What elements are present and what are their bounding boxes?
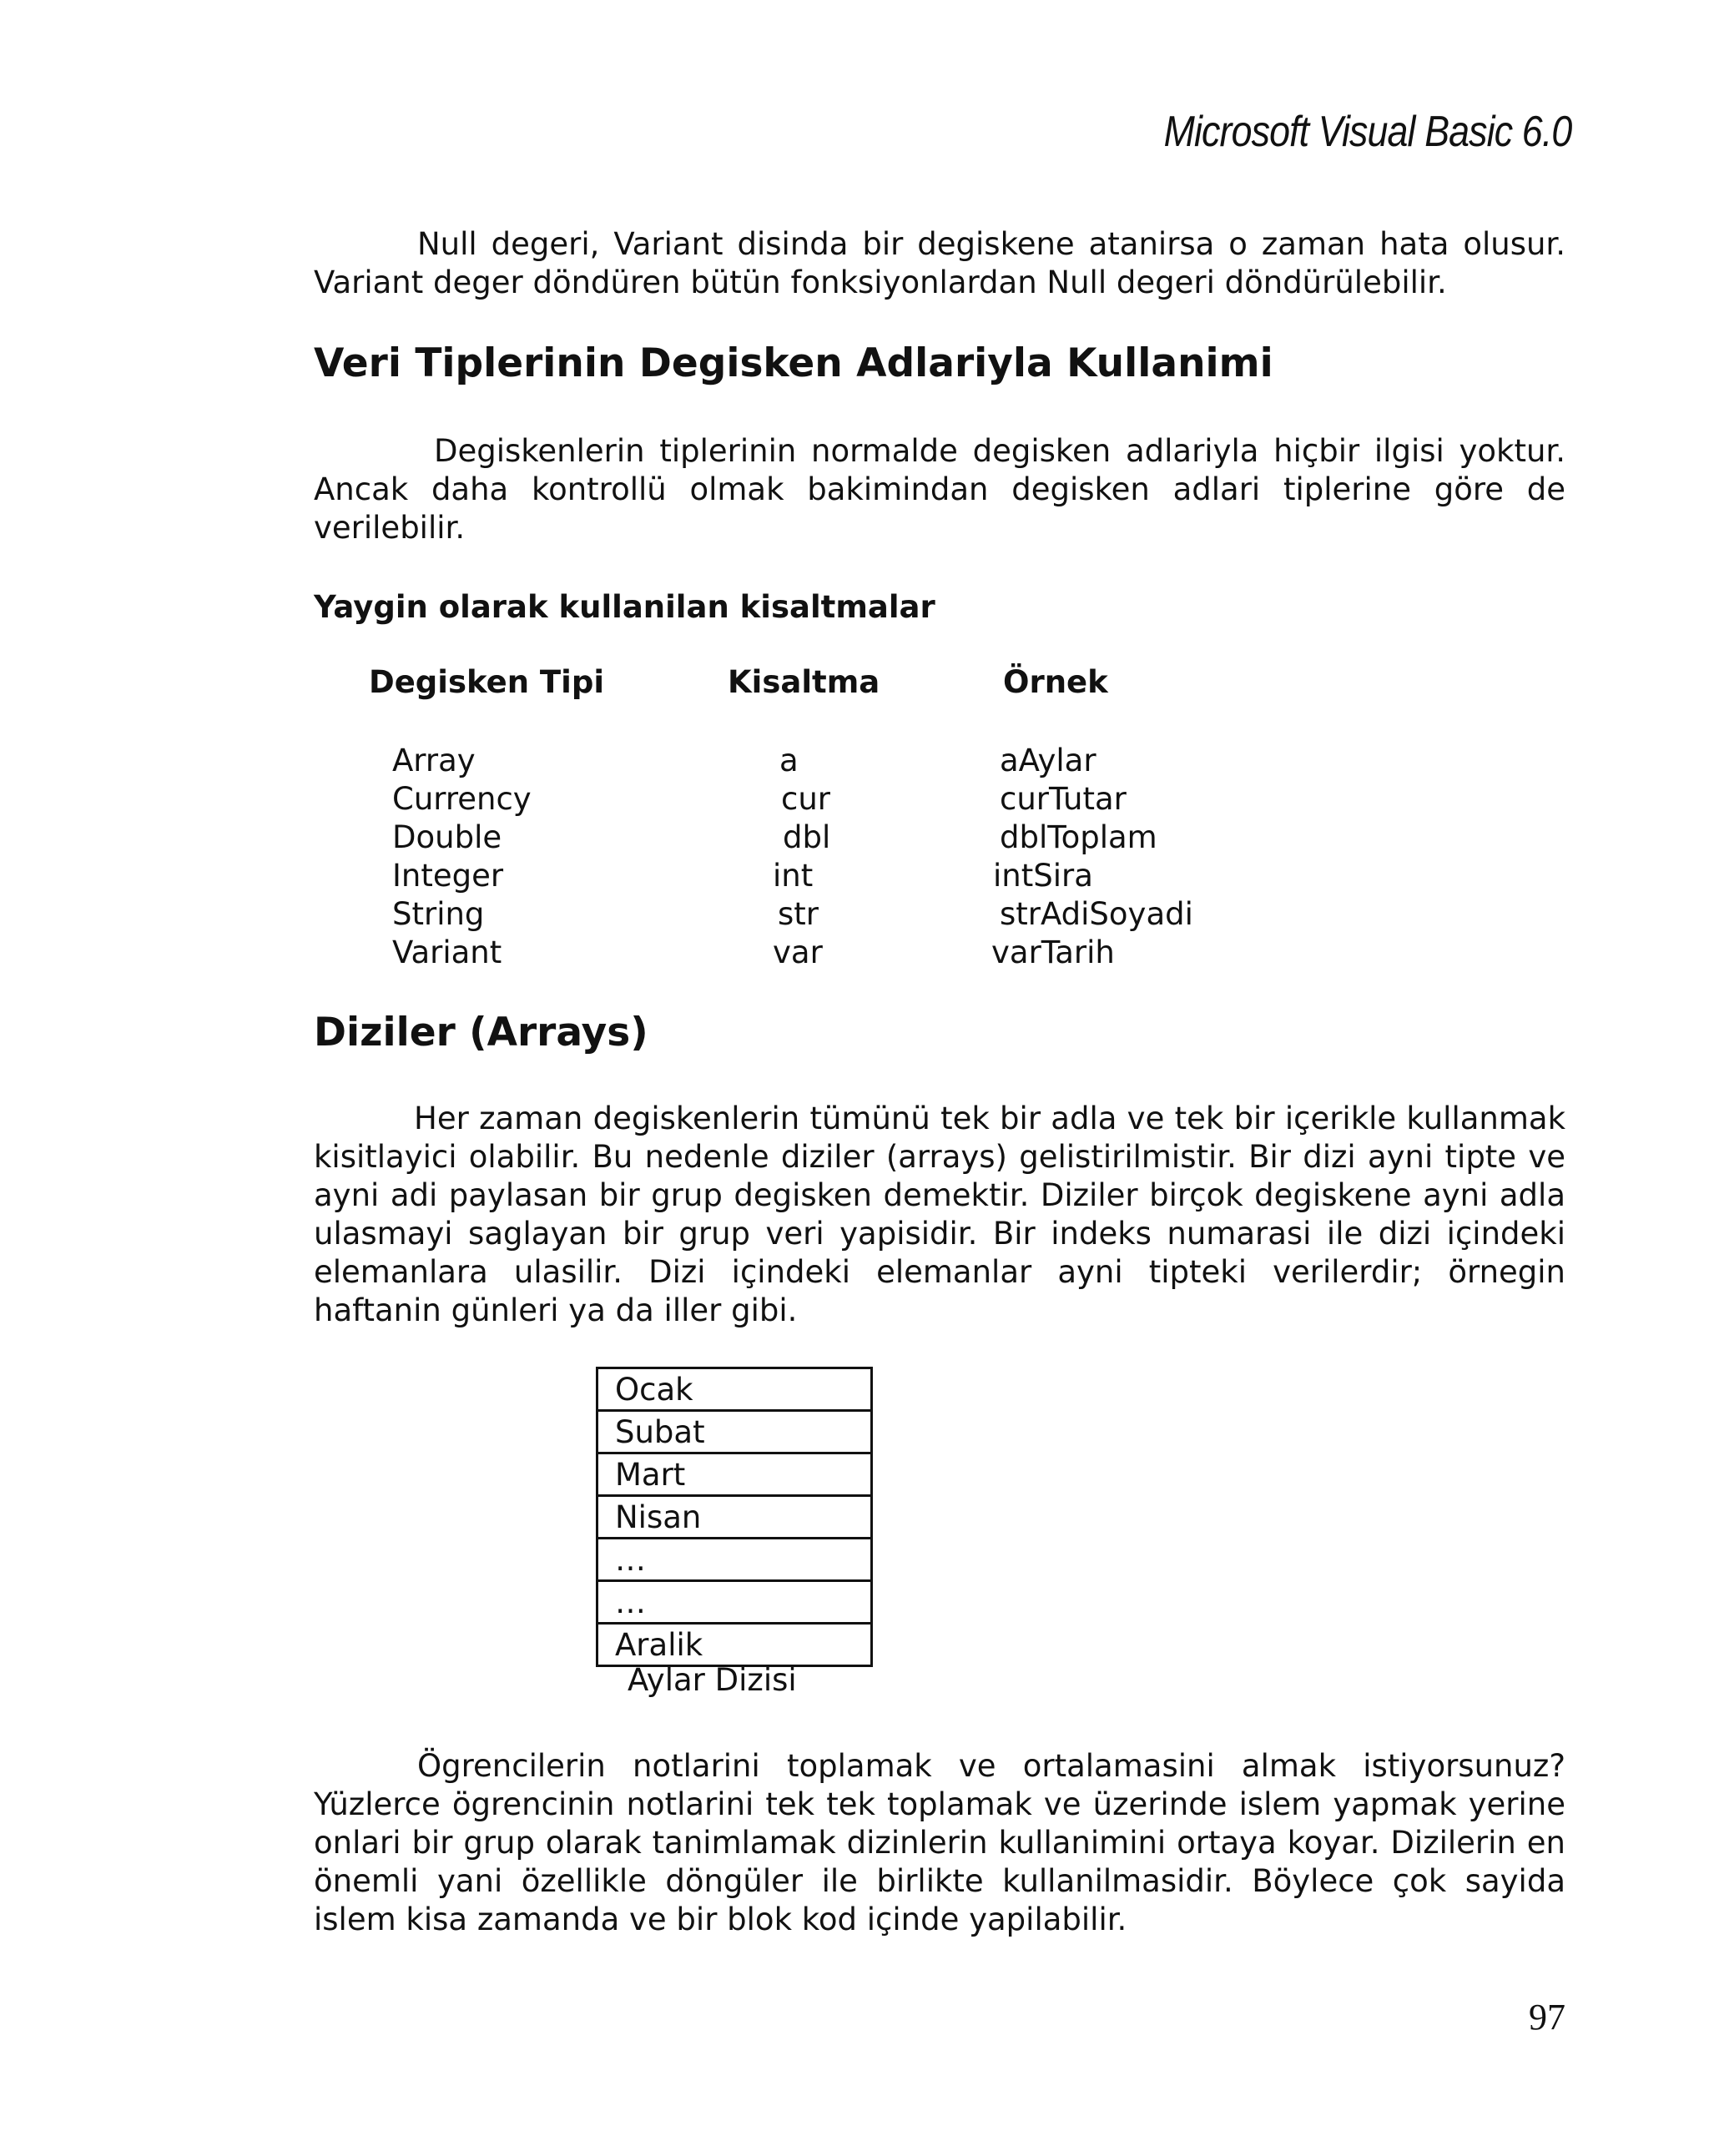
- arrays-text: Her zaman degiskenlerin tümünü tek bir adla ve tek bir içerikle kullanmak kisitlayici olabilir. Bu nedenle diziler (arrays) gelistirilmistir. Bir dizi ayni tipte ve ayni adi paylasan bir grup degisken demektir. Diziler birçok degiskene ayni adla ulasmayi saglayan bir grup veri yapisidir. Bir indeks numarasi ile dizi içindeki elemanlara ulasilir. Dizi içindeki elemanlar ayni tipteki verilerdir; örnegin haftanin günleri ya da iller gibi.: [314, 1101, 1565, 1328]
- table-cell-type: Currency: [392, 781, 532, 817]
- table-cell-example: curTutar: [1000, 781, 1127, 817]
- table-cell-example: aAylar: [1000, 743, 1096, 778]
- section-heading-arrays: Diziler (Arrays): [314, 1010, 648, 1055]
- table-cell-type: Integer: [392, 858, 504, 894]
- table-cell-abbreviation: cur: [781, 781, 831, 817]
- array-cell: Mart: [598, 1454, 870, 1497]
- array-cell: …: [598, 1582, 870, 1625]
- months-array-figure: [596, 1367, 873, 1667]
- table-cell-abbreviation: a: [779, 743, 799, 778]
- column-header-abbreviation: Kisaltma: [728, 664, 880, 700]
- array-cell: …: [598, 1539, 870, 1582]
- array-caption: Aylar Dizisi: [628, 1662, 797, 1698]
- page-number: 97: [1529, 1997, 1565, 2038]
- table-cell-abbreviation: str: [778, 896, 819, 932]
- array-cell: Aralik: [598, 1625, 870, 1667]
- intro-paragraph: [314, 225, 1565, 302]
- column-header-type: Degisken Tipi: [369, 664, 605, 700]
- table-cell-abbreviation: var: [773, 934, 823, 970]
- table-cell-example: intSira: [993, 858, 1093, 894]
- table-cell-type: Array: [392, 743, 476, 778]
- table-cell-abbreviation: dbl: [783, 819, 831, 855]
- data-types-text: Degiskenlerin tiplerinin normalde degisken adlariyla hiçbir ilgisi yoktur. Ancak daha kontrollü olmak bakimindan degisken adlari tiplerine göre de verilebilir.: [314, 433, 1565, 546]
- array-cell: Subat: [598, 1412, 870, 1454]
- array-cell: Ocak: [598, 1369, 870, 1412]
- table-cell-example: varTarih: [991, 934, 1115, 970]
- table-cell-example: strAdiSoyadi: [1000, 896, 1193, 932]
- array-cell: Nisan: [598, 1497, 870, 1539]
- column-header-example: Örnek: [1003, 664, 1108, 700]
- arrays-paragraph: [314, 1100, 1565, 1330]
- table-cell-type: Double: [392, 819, 502, 855]
- page-header-title: Microsoft Visual Basic 6.0: [1163, 108, 1571, 156]
- abbreviations-subheading: Yaygin olarak kullanilan kisaltmalar: [314, 589, 935, 625]
- table-cell-abbreviation: int: [773, 858, 814, 894]
- intro-text: Null degeri, Variant disinda bir degiskene atanirsa o zaman hata olusur. Variant deger döndüren bütün fonksiyonlardan Null degeri döndürülebilir.: [314, 226, 1565, 300]
- data-types-paragraph: [314, 432, 1565, 547]
- table-cell-example: dblToplam: [1000, 819, 1157, 855]
- section-heading-data-types: Veri Tiplerinin Degisken Adlariyla Kullanimi: [314, 340, 1273, 386]
- closing-text: Ögrencilerin notlarini toplamak ve ortalamasini almak istiyorsunuz?Yüzlerce ögrencinin notlarini tek tek toplamak ve üzerinde islem yapmak yerine onlari bir grup olarak tanimlamak dizinlerin kullanimini ortaya koyar. Dizilerin en önemli yani özellikle döngüler ile birlikte kullanilmasidir. Böylece çok sayida islem kisa zamanda ve bir blok kod içinde yapilabilir.: [314, 1748, 1565, 1937]
- table-cell-type: String: [392, 896, 485, 932]
- closing-paragraph: [314, 1747, 1565, 1939]
- table-cell-type: Variant: [392, 934, 502, 970]
